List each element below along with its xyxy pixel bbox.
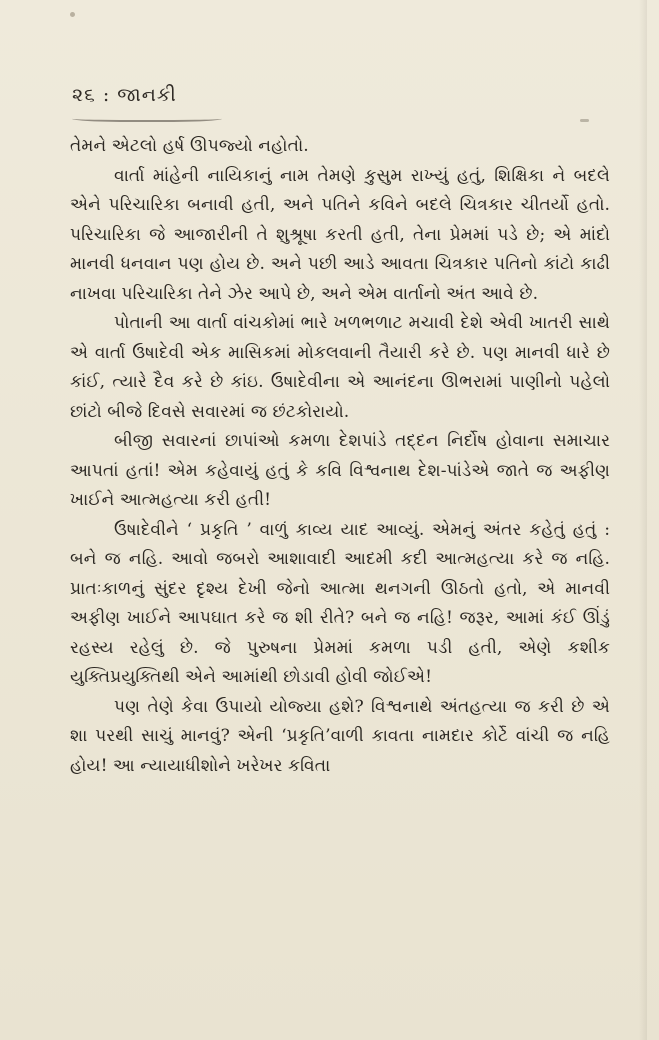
paragraph: વાર્તા માંહેની નાયિકાનું નામ તેમણે કુસુમ રાખ્યું હતું, શિક્ષિકા ને બદલે એને પરિચારિકા બનાવી હતી, અને પતિને કવિને બદલે ચિત્રકાર ચીતર્યો હતો. પરિચારિકા જે આજારીની તે શુશ્રૂષા કરતી હતી, તેના પ્રેમમાં પડે છે; એ માંદો માનવી ધનવાન પણ હોય છે. અને પછી આડે આવતા ચિત્રકાર પતિનો કાંટો કાઢી નાખવા પરિચારિકા તેને ઝેર આપે છે, અને એમ વાર્તાનો અંત આવે છે. [70,165,610,304]
paragraph: તેમને એટલો હર્ષ ઊપજ્યો નહોતો. [70,136,309,156]
page-body [70,132,610,781]
scan-speck [580,119,589,122]
page-edge-shadow [639,0,647,1040]
paragraph: પોતાની આ વાર્તા વાંચકોમાં ભારે ખળભળાટ મચાવી દેશે એવી ખાતરી સાથે એ વાર્તા ઉષાદેવી એક માસિકમાં મોકલવાની તૈયારી કરે છે. પણ માનવી ધારે છે કાંઈ, ત્યારે દૈવ કરે છે કાંઇ. ઉષાદેવીના એ આનંદના ઊભરામાં પાણીનો પહેલો છાંટો બીજે દિવસે સવારમાં જ છંટકોરાયો. [70,313,610,422]
running-header: ૨૬ : જાનકી [72,84,177,106]
paragraph: બીજી સવારનાં છાપાંઓ કમળા દેશપાંડે તદ્દન નિર્દોષ હોવાના સમાચાર આપતાં હતાં! એમ કહેવાયું હતું કે કવિ વિશ્વનાથ દેશ-પાંડેએ જાતે જ અફીણ ખાઈને આત્મહત્યા કરી હતી! [70,431,610,510]
paragraph: ઉષાદેવીને ‘ પ્રકૃતિ ’ વાળું કાવ્ય યાદ આવ્યું. એમનું અંતર કહેતું હતું : બને જ નહિ. આવો જબરો આશાવાદી આદમી કદી આત્મહત્યા કરે જ નહિ. પ્રાતઃકાળનું સુંદર દૃશ્ય દેખી જેનો આત્મા થનગની ઊઠતો હતો, એ માનવી અફીણ ખાઈને આપઘાત કરે જ શી રીતે? બને જ નહિ! જરૂર, આમાં કંઈ ઊંડું રહસ્ય રહેલું છે. જે પુરુષના પ્રેમમાં કમળા પડી હતી, એણે કશીક યુક્તિપ્રયુક્તિથી એને આમાંથી છોડાવી હોવી જોઈએ! [70,519,610,687]
scan-speck [70,12,75,17]
paragraph: પણ તેણે કેવા ઉપાયો યોજ્યા હશે? વિશ્વનાથે અંતહત્યા જ કરી છે એ શા પરથી સાચું માનવું? એની ‘પ્રકૃતિ’વાળી કાવતા નામદાર કોર્ટે વાંચી જ નહિ હોય! આ ન્યાયાધીશોને ખરેખર કવિતા [70,696,610,776]
header-underline [72,114,222,122]
